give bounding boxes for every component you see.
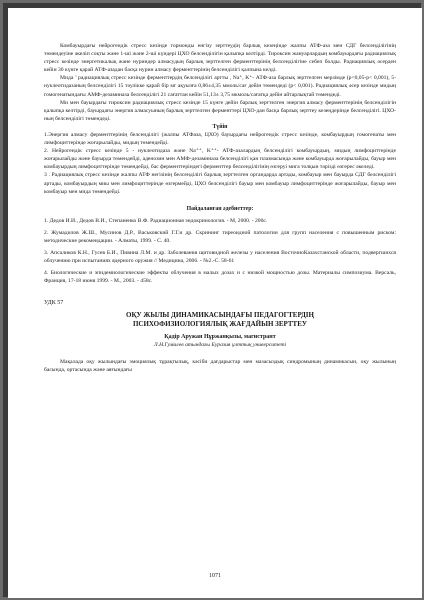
summary-item-2: 2. Нейрогендік стресс кезінде 5 - нуклеотидаза және Na⁺⁺, K⁺⁺- АТФ-азалардың белсенділігі комбауырдың, мидың лимфоциттерінде жоғарылайды және бауырда төмендейді, аденозин мен АМФ-дезаминаза белсенділігі қан плазмасында және комбауырда жоғарылайды, бауыр мен комбауырдың лимфоциттерінде төмендейді, бас ферменттеріндегі ферменттер белсенділігінің өзгеруі мига толқын тәрізді өзгерес әкеледі. xyxy=(44,148,396,171)
page-number: 1071 xyxy=(209,573,221,579)
author-name: Қадір Аружан Нұржанқызы, магистрант xyxy=(164,334,276,341)
document-page xyxy=(8,8,422,598)
references-heading: Пайдаланған әдебиеттер: xyxy=(186,205,254,212)
reference-4: 4. Биологические и эпидемиологические эффекты облучения в малых дозах и с низкой мощностью дозы. Материалы симпозиума. Версаль, Франция, 17-18 июня 1999. - М., 2003. - 458с. xyxy=(44,270,396,285)
document-frame xyxy=(3,3,421,597)
article-title-line-2: ПСИХОФИЗИОЛОГИЯЛЫҚ ЖАҒДАЙЫН ЗЕРТТЕУ xyxy=(132,320,308,329)
reference-2: 2. Жумадилов Ж.Ш., Мусинов Д.Р., Васьковский Г.Г.и др. Скрининг тиреоидной патологии для групп населения с повышенным риском: методические рекомендации. - Алматы, 1999. - С. 40. xyxy=(44,229,396,244)
page-content xyxy=(44,42,396,375)
article-title-line-1: ОҚУ ЖЫЛЫ ДИНАМИКАСЫНДАҒЫ ПЕДАГОГТЕРДІҢ xyxy=(126,311,314,320)
summary-item-1: 1.Энергия алмасу ферменттерінің белсенділігі (жалпы АТФаза, ЦХО) бауырдағы нейрогендік стресс кезінде, комбауырдың гомогенаты мен лимфоциттерінде жоғарылайды, мидың төмендейді. xyxy=(44,131,396,147)
abstract-paragraph: Мақалада оқу жылындағы эмоциялық тұрақтылық, кәсіби дағдарыстар мен мазасыздық синдромының динамикасын, оқу жылының басында, ортасында және аяғындағы xyxy=(44,359,396,374)
summary-item-3: 3 . Радиациялық стресс кезінде жалпы АТФ негізінің белсенділігі барлық зерттелген органдарда артады, комбауыр мен бауырда СДГ белсенділігі артады, комбауырдың миы мен лимфоциттерінде өзгермейді, ЦХО белсенділігі бауыр мен комбауыр лимфоциттерінде жоғарылайды, бауыр мен комбауыр мен мида төмендейді. xyxy=(44,172,396,195)
intro-paragraph-3: Ми мен бауырдағы тироксин радиациялық стресс кезінде 15 күнге дейін барлық зерттелген энергия алмасу ферменттерінің белсенділігін қалыпқа келтірді, бауырдағы энергия алмасуының барлық зерттелген ферменттері ЦХО-дан басқа барлық зерттеу кезеңдерінде белсенділігі. ЦХО-ның белсенділігі төмендеді. xyxy=(44,99,396,122)
udk-code: УДК 57 xyxy=(44,300,64,307)
author-affiliation: Л.Н.Гумилев атындағы Еуразия ұлттық университеті xyxy=(153,342,287,349)
intro-paragraph-1: Комбауырдағы нейрогендік стресс кезінде гормонды енгізу зерттеудің барлық кезеңінде жалпы АТФ-аза мен СДГ белсенділігінің төмендеуіне әкеліп соқты және 1-ші және 2-ші күндері ЦХО белсенділігін қалыпқа келтірді. Тироксин жануарлардың комбауырдағы радиациялық стресс кезінде энергетикалық және нуриндер алмасудың барлық зерттелген ферменттерінің белсенділігіне себеп болды. Радиациялық әсерден кейін 30 күнге қарай АТФ-азадан басқа нурин алмасу ферменттерінің белсенділігі қалпына келді. xyxy=(44,43,396,74)
reference-1: 1. Дедов И.И., Дедов В.И., Степаненко В.Ф. Радиационная эндокринология. - М, 2000. - 200с. xyxy=(44,217,268,224)
summary-heading: Түйін xyxy=(212,123,228,130)
intro-paragraph-2: Мида ’ радиациялық стресс кезінде ферменттердің белсенділігі артты , Na⁺, K⁺- АТФ-аза барлық зерттелген мерзімде (р<0,05-р< 0,001), 5-нуклеотидазаның белсенділігі 15 тәулікке қарай бір мг ақуызға 0,86±4,35 ммоль/сағ дейін төмендеді (р< 0,001). Радиациялық әсер кезінде мидың гомогенатындағы АМФ-дезаминаза белсенділігі 21 сағаттан кейін 51,13± 3,75 мкмоль/сағатқа дейін айтарлықтай төмендеді. xyxy=(44,75,396,98)
reference-3: 3. Апсаликов К.Н., Гусев Б.И., Пивина Л.М. и др. Заболевания щитовидной железы у населения ВосточноКазахстанской области, подвергшихся облучению при испытаниях ядерного оружия // Медицина, 2006. - №2.-С. 58-61 xyxy=(44,249,396,265)
